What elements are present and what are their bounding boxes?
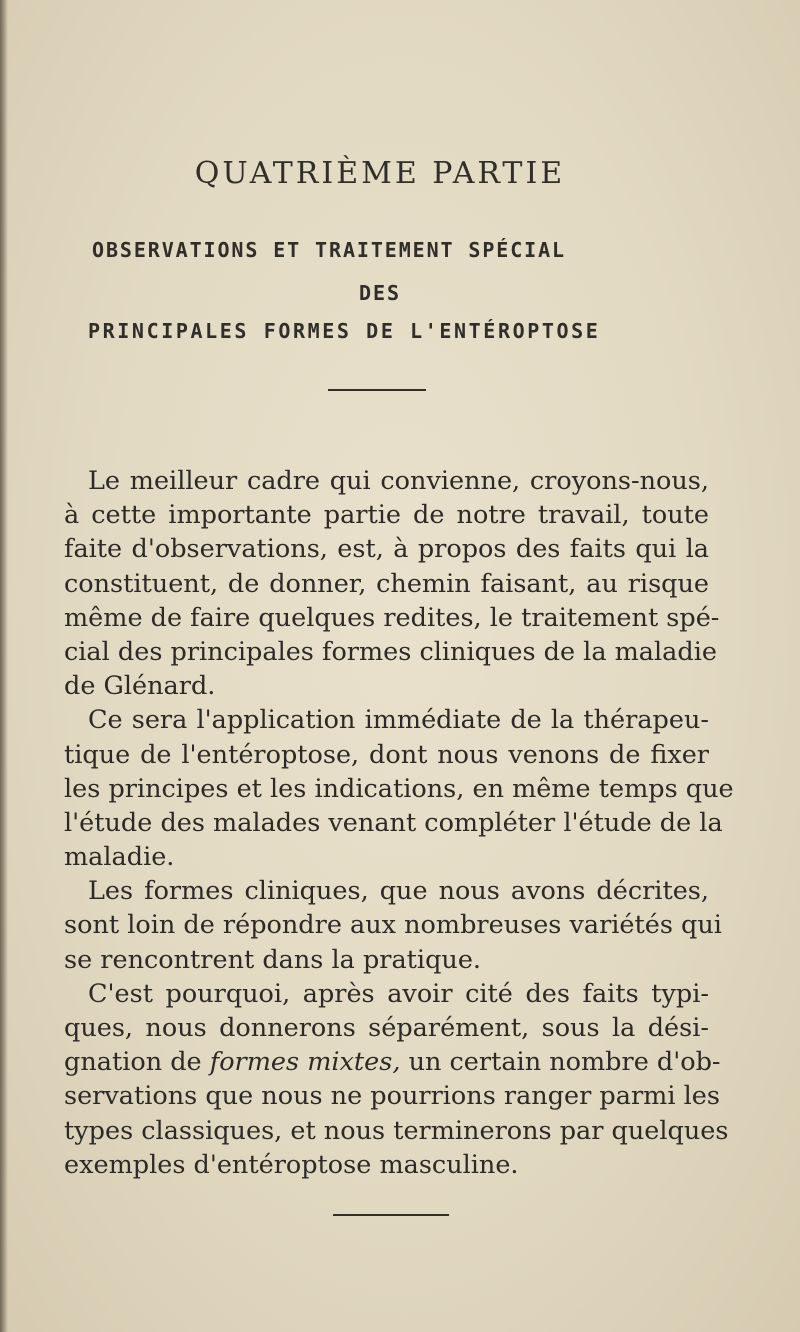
text-line: constituent, de donner, chemin faisant, au risque [64, 568, 709, 599]
text-line: tique de l'entéroptose, dont nous venons de fixer [64, 739, 709, 770]
text-line: les principes et les indications, en même temps que [64, 773, 734, 804]
text-line: Ce sera l'application immédiate de la thérapeu- [88, 705, 709, 736]
text-line: de Glénard. [64, 671, 216, 702]
section-subtitle-line-2: DES [358, 281, 402, 305]
text-line: Le meilleur cadre qui convienne, croyons-nous, [88, 466, 709, 496]
text-line: l'étude des malades venant compléter l'étude de la [64, 807, 723, 838]
section-end-divider [333, 1214, 449, 1216]
text-line: se rencontrent dans la pratique. [64, 944, 482, 975]
text-segment: gnation de [64, 1047, 210, 1078]
page-binding-edge [0, 0, 8, 1332]
section-subtitle-line-3: PRINCIPALES FORMES DE L'ENTÉROPTOSE [88, 319, 601, 343]
text-line: ques, nous donnerons séparément, sous la dési- [64, 1013, 709, 1043]
text-line: à cette importante partie de notre travail, toute [64, 500, 709, 531]
text-line: même de faire quelques redites, le traitement spé- [64, 602, 720, 633]
text-line-with-italic [64, 1045, 721, 1079]
text-line: C'est pourquoi, après avoir cité des faits typi- [88, 978, 709, 1009]
text-segment: un certain nombre d'ob- [400, 1047, 721, 1078]
text-line: servations que nous ne pourrions ranger parmi les [64, 1081, 720, 1112]
text-line: sont loin de répondre aux nombreuses variétés qui [64, 910, 722, 941]
text-line: types classiques, et nous terminerons par quelques [64, 1115, 729, 1146]
text-line: faite d'observations, est, à propos des faits qui la [64, 534, 709, 565]
section-subtitle-line-1: OBSERVATIONS ET TRAITEMENT SPÉCIAL [92, 238, 566, 262]
italic-term: formes mixtes, [209, 1047, 401, 1078]
text-line: maladie. [64, 842, 175, 873]
heading-divider [328, 389, 426, 391]
text-line: cial des principales formes cliniques de la maladie [64, 636, 717, 667]
body-text [64, 464, 734, 1182]
part-title: QUATRIÈME PARTIE [194, 156, 566, 191]
text-line: Les formes cliniques, que nous avons décrites, [88, 876, 709, 907]
text-line: exemples d'entéroptose masculine. [64, 1149, 519, 1180]
